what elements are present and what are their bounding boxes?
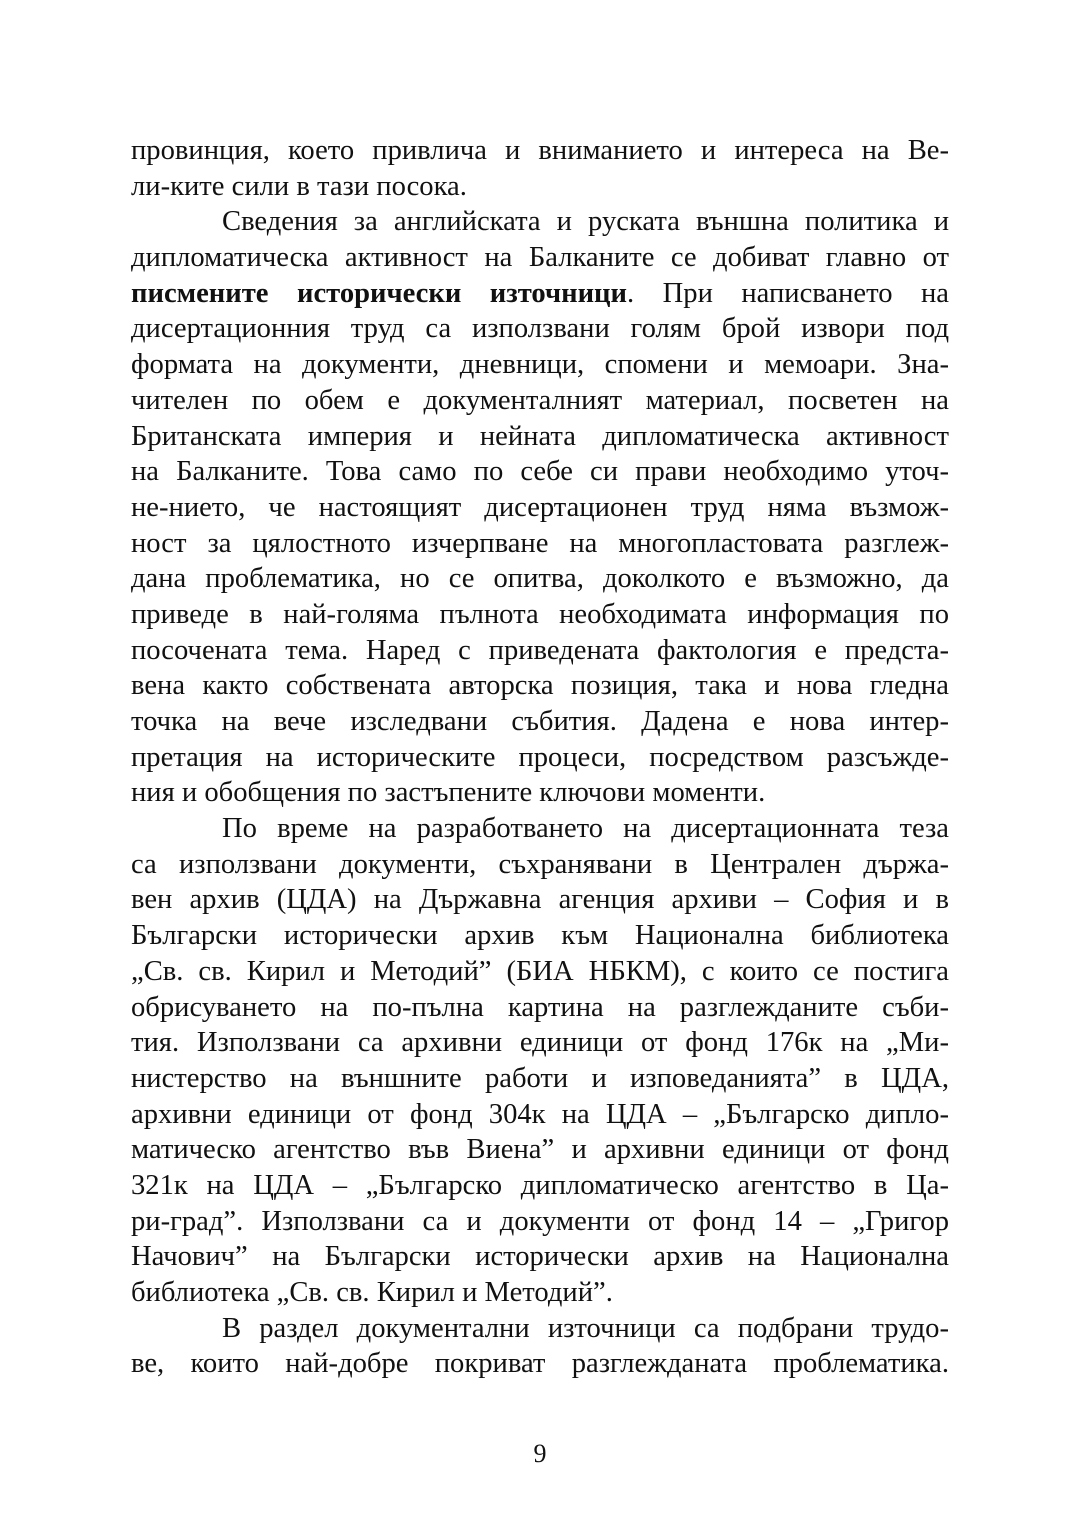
text-line: архивни единици от фонд 304к на ЦДА – „Българско дипло- [131, 1098, 949, 1130]
paragraph [131, 1311, 949, 1382]
text-line: библиотека „Св. св. Кирил и Методий”. [131, 1277, 613, 1308]
body-text [131, 133, 949, 1382]
text-line: на Балканите. Това само по себе си прави необходимо уточ- [131, 456, 949, 488]
text-line: претация на историческите процеси, посредством разсъжде- [131, 741, 949, 773]
text-line: ност за цялостното изчерпване на многопластовата разглеж- [131, 527, 949, 559]
text-line: 321к на ЦДА – „Българско дипломатическо агентство в Ца- [131, 1169, 949, 1201]
text-line: В раздел документални източници са подбрани трудо- [222, 1312, 949, 1344]
paragraph [131, 811, 949, 1311]
text-line: вена както собствената авторска позиция, така и нова гледна [131, 670, 949, 702]
text-line: провинция, което привлича и вниманието и интереса на Ве- [131, 135, 949, 166]
text-line: обрисуването на по-пълна картина на разглежданите съби- [131, 991, 949, 1023]
text-line: са използвани документи, съхранявани в Централен държа- [131, 848, 949, 880]
text-line: Британската империя и нейната дипломатическа активност [131, 420, 949, 452]
text-line: По време на разработването на дисертационната теза [222, 813, 949, 845]
text-line: посочената тема. Наред с приведената фактология е предста- [131, 634, 949, 666]
text-line: нистерство на външните работи и изповеданията” в ЦДА, [131, 1062, 949, 1094]
text-line: формата на документи, дневници, спомени и мемоари. Зна- [131, 349, 949, 381]
paragraph [131, 133, 949, 204]
text-line: дана проблематика, но се опитва, доколкото е възможно, да [131, 563, 949, 595]
text-line: „Св. св. Кирил и Методий” (БИА НБКМ), с които се постига [131, 955, 949, 987]
text-line: вен архив (ЦДА) на Държавна агенция архиви – София и в [131, 884, 949, 916]
text-line: Български исторически архив към Национална библиотека [131, 920, 949, 952]
text-line: тия. Използвани са архивни единици от фонд 176к на „Ми- [131, 1027, 949, 1059]
text-line: не-нието, че настоящият дисертационен труд няма възмож- [131, 491, 949, 523]
text-line-rest: . При написването на [627, 277, 949, 309]
text-line [131, 276, 949, 312]
text-line: ри-град”. Използвани са и документи от фонд 14 – „Григор [131, 1205, 949, 1237]
text-line: ли-ките сили в тази посока. [131, 170, 467, 202]
text-line: дисертационния труд са използвани голям брой извори под [131, 313, 949, 345]
bold-emphasis: писмените исторически източници [131, 277, 628, 309]
text-line: Начович” на Български исторически архив на Национална [131, 1241, 949, 1273]
text-line: приведе в най-голяма пълнота необходимата информация по [131, 598, 949, 630]
text-line: ве, които най-добре покриват разглежданата проблематика. [131, 1348, 949, 1380]
paragraph [131, 204, 949, 811]
page-number: 9 [533, 1439, 547, 1468]
text-line: чителен по обем е документалният материал, посветен на [131, 384, 949, 416]
text-line: матическо агентство във Виена” и архивни единици от фонд [131, 1134, 949, 1166]
text-line: дипломатическа активност на Балканите се добиват главно от [131, 242, 949, 274]
text-line: Сведения за английската и руската външна политика и [222, 206, 949, 238]
text-line: точка на вече изследвани събития. Дадена е нова интер- [131, 706, 949, 737]
text-line: ния и обобщения по застъпените ключови моменти. [131, 777, 766, 809]
